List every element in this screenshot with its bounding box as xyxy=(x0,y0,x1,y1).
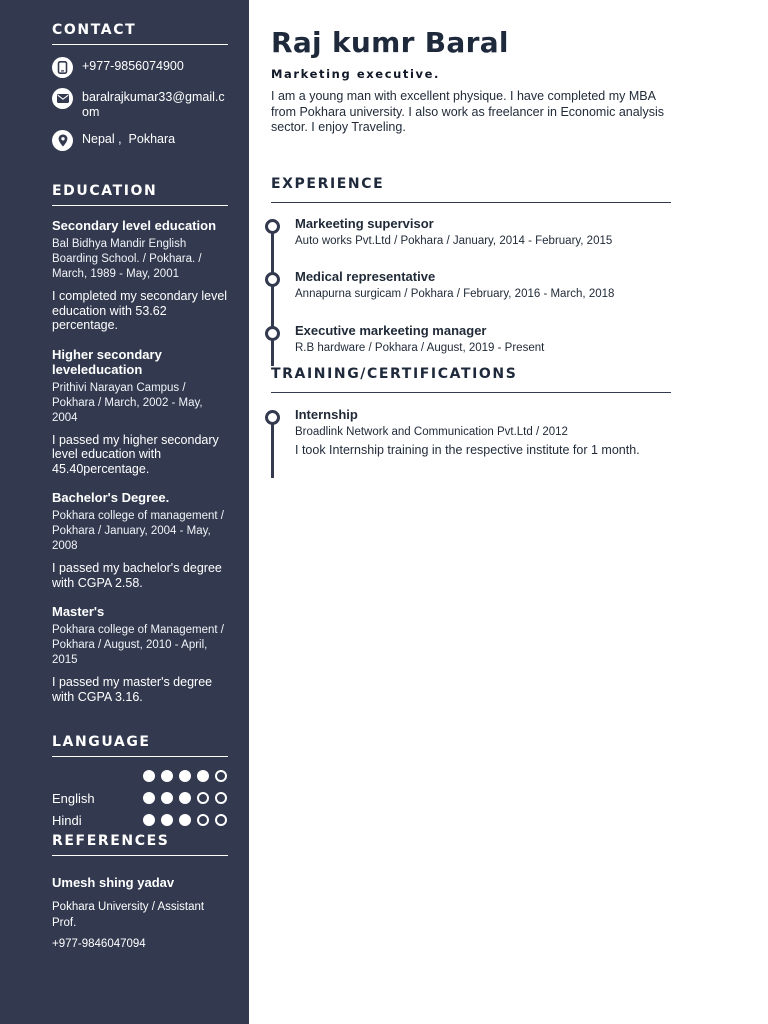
experience-company: Auto works Pvt.Ltd / Pokhara / January, 2014 - February, 2015 xyxy=(295,234,613,247)
level-dot-filled xyxy=(161,814,173,826)
envelope-icon xyxy=(52,88,73,109)
education-item xyxy=(52,604,228,704)
level-dot-filled xyxy=(179,792,191,804)
experience-item xyxy=(295,323,671,354)
education-section xyxy=(52,183,228,704)
phone-icon xyxy=(52,57,73,78)
main-content xyxy=(271,26,671,458)
education-item xyxy=(52,347,228,477)
profile-summary: I am a young man with excellent physique. I have completed my MBA from Pokhara university. I also work as freelancer in Economic analysis sector. I enjoy Traveling. xyxy=(271,89,664,134)
education-title: Secondary level education xyxy=(52,218,217,233)
level-dot-empty xyxy=(215,770,227,782)
level-dot-filled xyxy=(143,792,155,804)
training-institute: Broadlink Network and Communication Pvt.Ltd / 2012 xyxy=(295,425,568,438)
level-dot-filled xyxy=(179,770,191,782)
level-dot-filled xyxy=(161,770,173,782)
experience-heading: EXPERIENCE xyxy=(271,176,671,203)
experience-company: Annapurna surgicam / Pokhara / February, 2016 - March, 2018 xyxy=(295,287,615,300)
experience-title: Medical representative xyxy=(295,268,436,284)
experience-title: Markeeting supervisor xyxy=(295,215,434,231)
level-dot-filled xyxy=(161,792,173,804)
timeline-line xyxy=(271,226,274,366)
education-institution: Prithivi Narayan Campus / Pokhara / March, 2002 - May, 2004 xyxy=(52,381,203,424)
training-heading: TRAINING/CERTIFICATIONS xyxy=(271,366,671,393)
reference-affiliation: Pokhara University / Assistant Prof. xyxy=(52,901,205,929)
training-description: I took Internship training in the respective institute for 1 month. xyxy=(295,442,640,457)
education-description: I passed my higher secondary level education with 45.40percentage. xyxy=(52,432,219,476)
level-dot-empty xyxy=(215,814,227,826)
contact-location-row xyxy=(52,130,228,151)
experience-timeline xyxy=(271,216,671,354)
education-description: I completed my secondary level education with 53.62 percentage. xyxy=(52,289,228,332)
education-item xyxy=(52,218,228,333)
education-heading: EDUCATION xyxy=(52,183,228,206)
education-title: Master's xyxy=(52,604,105,619)
language-row xyxy=(52,809,228,831)
language-level-dots xyxy=(143,814,227,826)
experience-section xyxy=(271,176,671,354)
education-item xyxy=(52,490,228,590)
experience-item xyxy=(295,216,671,247)
level-dot-empty xyxy=(197,814,209,826)
education-institution: Pokhara college of management / Pokhara / January, 2004 - May, 2008 xyxy=(52,510,224,552)
education-institution: Pokhara college of Management / Pokhara / August, 2010 - April, 2015 xyxy=(52,624,224,666)
level-dot-filled xyxy=(179,814,191,826)
education-title: Higher secondary leveleducation xyxy=(52,346,162,377)
language-name: Hindi xyxy=(52,812,82,828)
training-timeline xyxy=(271,407,671,458)
language-section xyxy=(52,734,228,831)
candidate-name: Raj kumr Baral xyxy=(271,26,509,59)
training-section xyxy=(271,366,671,458)
references-heading: REFERENCES xyxy=(52,833,228,856)
training-item xyxy=(295,407,671,458)
map-pin-icon xyxy=(52,130,73,151)
education-title: Bachelor's Degree. xyxy=(52,490,170,505)
education-institution: Bal Bidhya Mandir English Boarding School. / Pokhara. / March, 1989 - May, 2001 xyxy=(52,238,202,280)
education-description: I passed my master's degree with CGPA 3.16. xyxy=(52,675,213,704)
level-dot-filled xyxy=(143,770,155,782)
language-row xyxy=(52,787,228,809)
timeline-node xyxy=(265,410,280,425)
experience-item xyxy=(295,269,671,300)
level-dot-filled xyxy=(197,770,209,782)
timeline-node xyxy=(265,219,280,234)
experience-title: Executive markeeting manager xyxy=(295,322,487,338)
language-level-dots xyxy=(143,792,227,804)
contact-location: Nepal , Pokhara xyxy=(82,132,176,146)
level-dot-empty xyxy=(197,792,209,804)
references-section xyxy=(52,833,228,950)
language-row xyxy=(52,765,228,787)
education-description: I passed my bachelor's degree with CGPA 2.58. xyxy=(52,561,222,590)
reference-phone[interactable]: +977-9846047094 xyxy=(52,938,146,950)
level-dot-filled xyxy=(143,814,155,826)
language-list xyxy=(52,765,228,831)
contact-list xyxy=(52,57,228,151)
contact-email[interactable]: baralrajkumar33@gmail.com xyxy=(82,90,225,119)
contact-email-row xyxy=(52,88,228,120)
level-dot-empty xyxy=(215,792,227,804)
contact-phone[interactable]: +977-9856074900 xyxy=(82,59,184,73)
training-title: Internship xyxy=(295,406,358,422)
language-level-dots xyxy=(143,770,227,782)
contact-heading: CONTACT xyxy=(52,22,228,45)
language-name: English xyxy=(52,790,95,806)
contact-phone-row xyxy=(52,57,228,78)
timeline-node xyxy=(265,272,280,287)
language-heading: LANGUAGE xyxy=(52,734,228,757)
reference-name: Umesh shing yadav xyxy=(52,875,175,890)
timeline-node xyxy=(265,326,280,341)
contact-section xyxy=(52,22,228,151)
experience-company: R.B hardware / Pokhara / August, 2019 - Present xyxy=(295,341,545,354)
sidebar xyxy=(0,0,249,1024)
job-title: Marketing executive. xyxy=(271,67,441,81)
